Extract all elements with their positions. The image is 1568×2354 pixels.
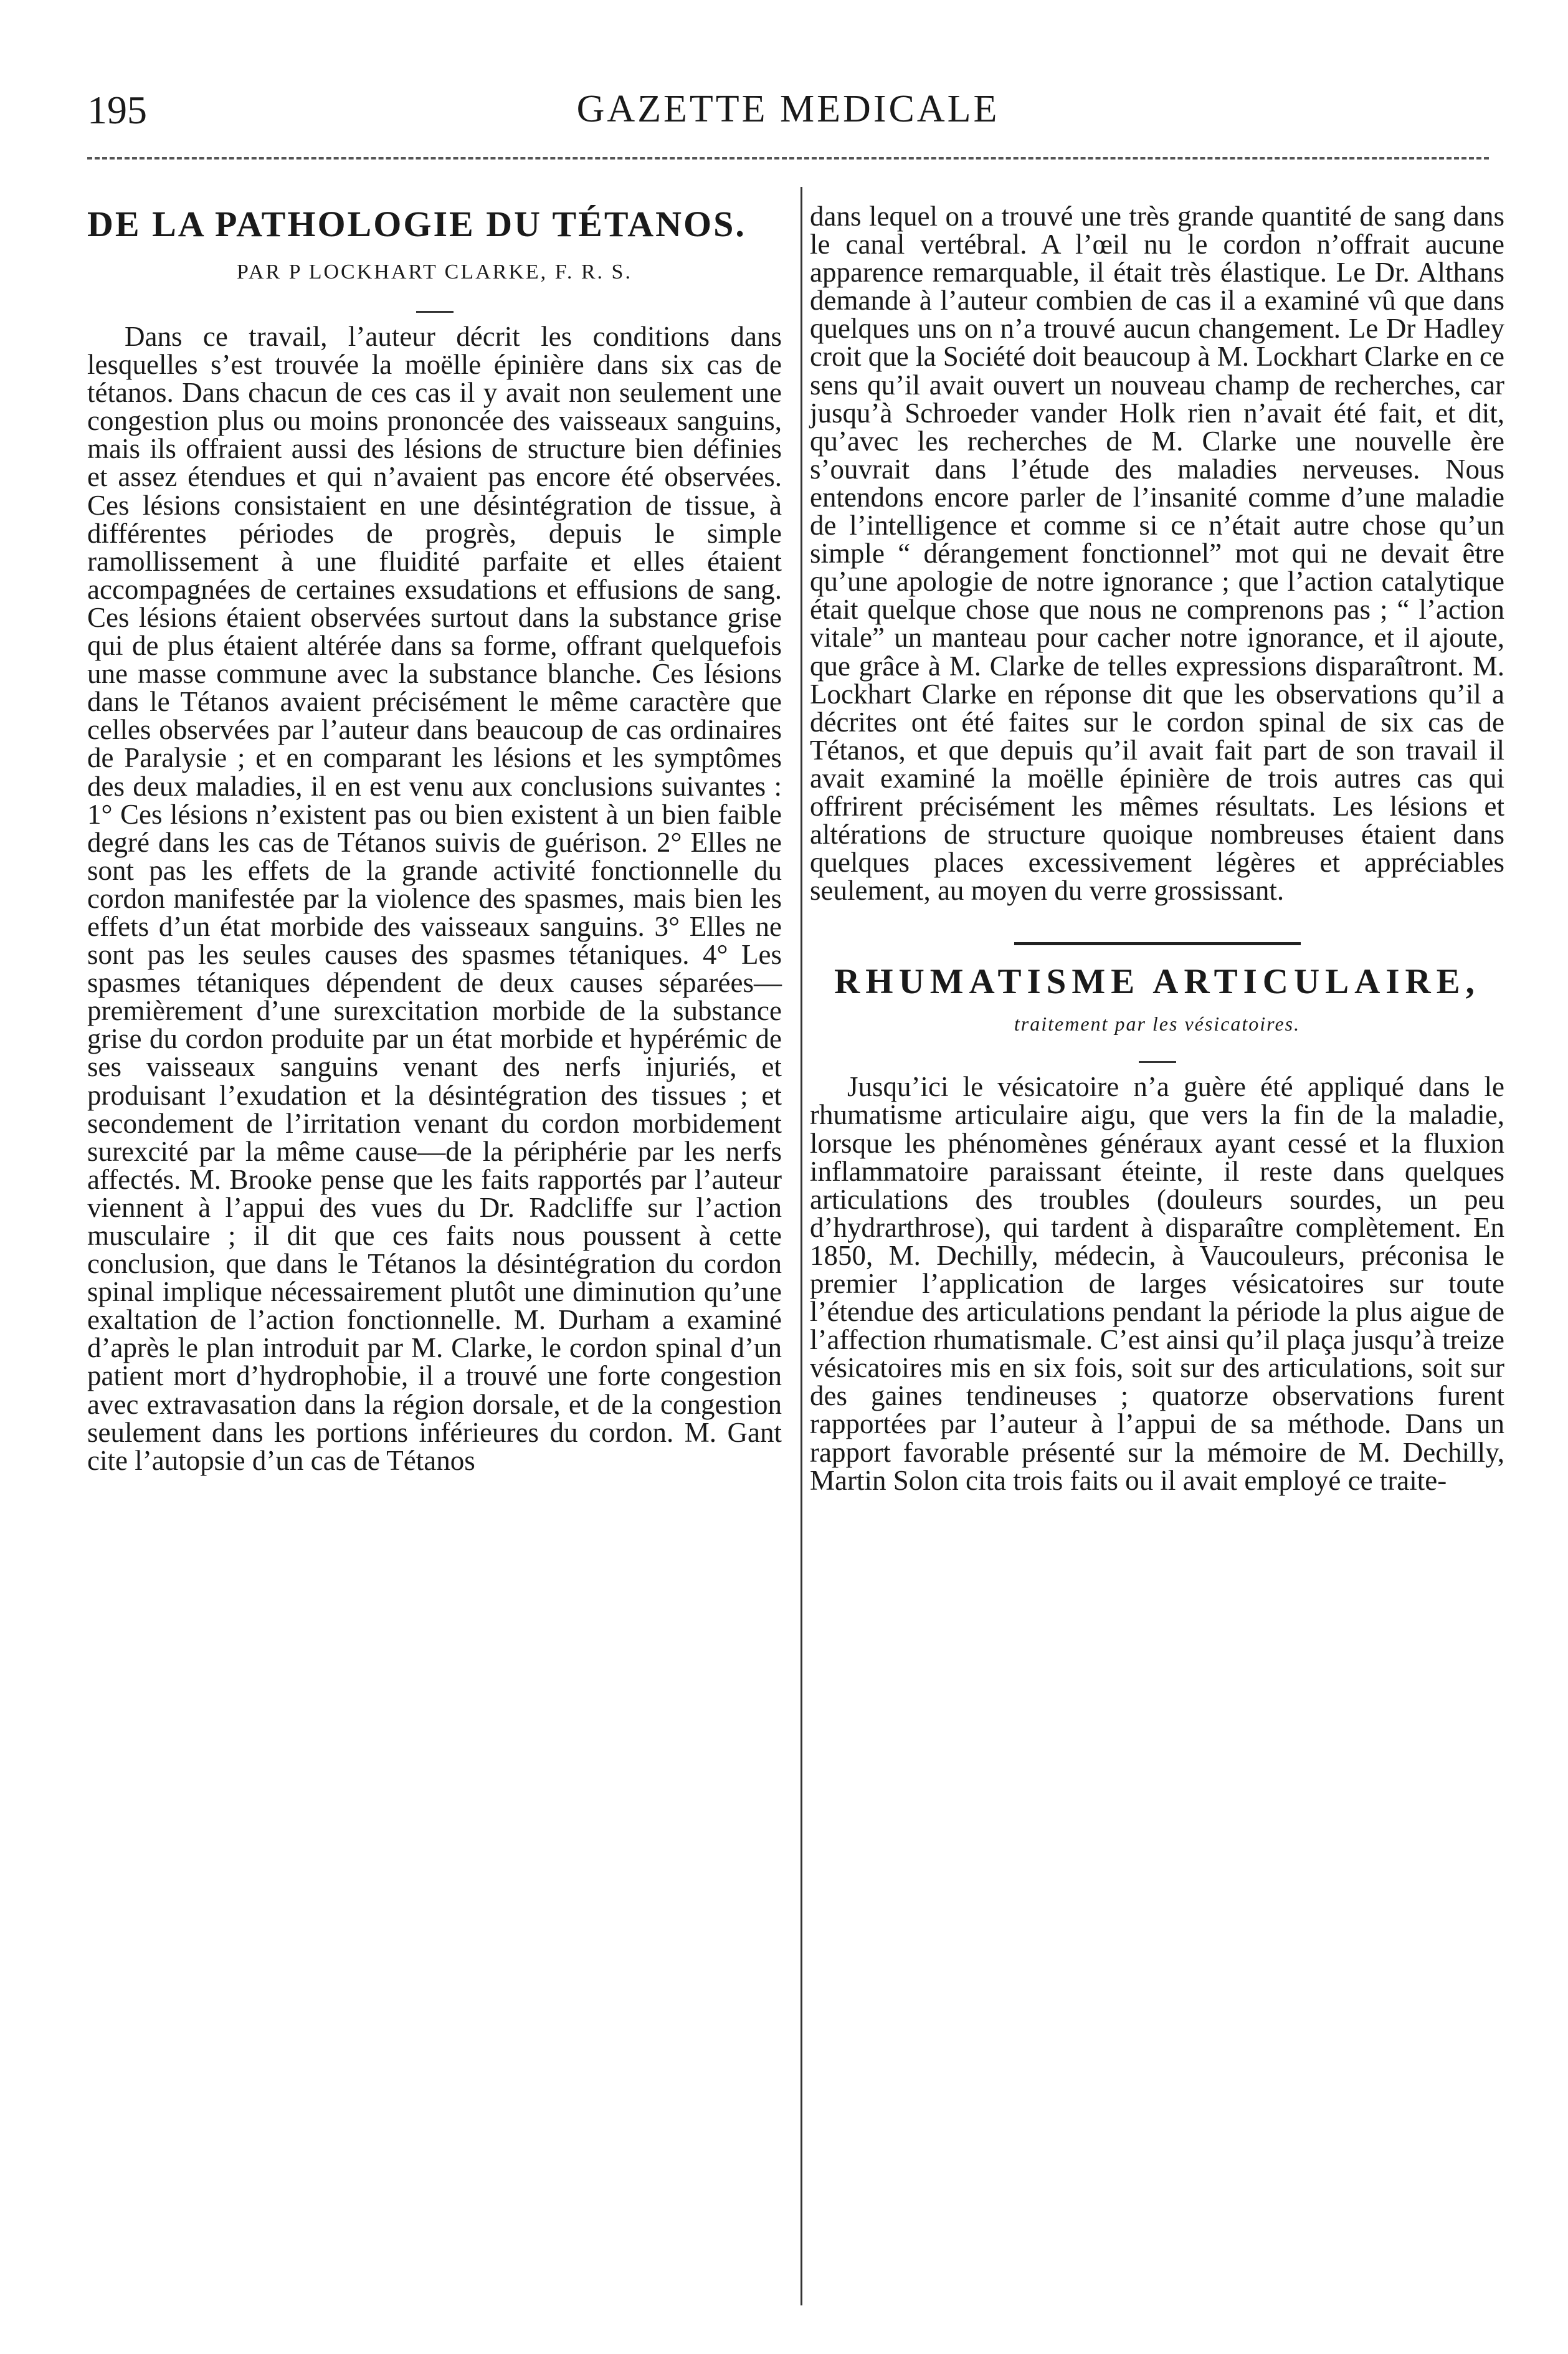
section-body: Jusqu’ici le vésicatoire n’a guère été appliqué dans le rhumatisme articulaire aigu, que vers la fin de la maladie, lorsque les phénomènes généraux ayant cessé et la fluxion inflammatoire paraissant éteinte, il reste dans quelques articulations des troubles (douleurs sourdes, un peu d’hydrarthrose), qui tardent à disparaître complètement. En 1850, M. Dechilly, médecin, à Vaucouleurs, préconisa le premier l’application de larges vésicatoires sur toute l’étendue des articulations pendant la période la plus aigue de l’affection rhumatismale. C’est ainsi qu’il plaça jusqu’à treize vésicatoires mis en six fois, soit sur des articulations, soit sur des gaines tendineuses ; quatorze observations furent rapportées par l’auteur à l’appui de sa méthode. Dans un rapport favorable présenté sur la mémoire de M. Dechilly, Martin Solon cita trois faits ou il avait employé ce traite-: [810, 1071, 1504, 1496]
header-rule: [87, 157, 1489, 160]
article-title: DE LA PATHOLOGIE DU TÉTANOS.: [87, 204, 746, 244]
byline-rule: [416, 311, 454, 313]
journal-title: GAZETTE MEDICALE: [576, 88, 1000, 130]
section-rule: [1014, 942, 1301, 945]
article-byline: PAR P LOCKHART CLARKE, F. R. S.: [237, 260, 632, 284]
section-subtitle: traitement par les vésicatoires.: [1014, 1013, 1301, 1036]
article-body-continued: dans lequel on a trouvé une très grande quantité de sang dans le canal vertébral. A l’œil nu le cordon n’offrait aucune apparence remarquable, il était très élastique. Le Dr. Althans demande à l’auteur combien de cas il a examiné vû que dans quelques uns on n’a trouvé aucun changement. Le Dr Hadley croit que la Société doit beaucoup à M. Lockhart Clarke en ce sens qu’il avait ouvert un nouveau champ de recherches, car jusqu’à Schroeder vander Holk rien n’avait été fait, et dit, qu’avec les recherches de M. Clarke une nouvelle ère s’ouvrait dans l’étude des maladies nerveuses. Nous entendons encore parler de l’insanité comme d’une maladie de l’intelligence et comme si ce n’était autre chose qu’un simple “ dérangement fonctionnel” mot qui ne devait être qu’une apologie de notre ignorance ; que l’action catalytique était quelque chose que nous ne comprenons pas ; “ l’action vitale” un manteau pour cacher notre ignorance, et il ajoute, que grâce à M. Clarke de telles expressions disparaîtront. M. Lockhart Clarke en réponse dit que les observations qu’il a décrites ont été faites sur le cordon spinal de six cas de Tétanos, et que depuis qu’il avait fait part de son travail il avait examiné la moëlle épinière de trois autres cas qui offrirent précisément les mêmes résultats. Les lésions et altérations de structure quoique nombreuses étaient dans quelques places excessivement légères et appréciables seulement, au moyen du verre grossissant.: [810, 201, 1504, 907]
page-header: [87, 87, 1489, 143]
article-body-left: [87, 323, 782, 1475]
column-divider: [801, 187, 802, 2305]
subtitle-rule: [1139, 1061, 1176, 1063]
left-column: [87, 203, 782, 1475]
right-column: [810, 203, 1504, 1495]
page-number: 195: [87, 88, 147, 132]
section-title: RHUMATISME ARTICULAIRE,: [834, 962, 1480, 1002]
article-paragraph: Dans ce travail, l’auteur décrit les conditions dans lesquelles s’est trouvée la moëlle épinière dans six cas de tétanos. Dans chacun de ces cas il y avait non seulement une congestion plus ou moins prononcée des vaisseaux sanguins, mais ils offraient aussi des lésions de structure bien définies et assez étendues et qui n’avaient pas encore été observées. Ces lésions consistaient en une désintégration de tissue, à différentes périodes de progrès, depuis le simple ramollissement à une fluidité parfaite et elles étaient accompagnées de certaines exsudations et effusions de sang. Ces lésions étaient observées surtout dans la substance grise qui de plus étaient altérée dans sa forme, offrant quelquefois une masse commune avec la substance blanche. Ces lésions dans le Tétanos avaient précisément le même caractère que celles observées par l’auteur dans beaucoup de cas ordinaires de Paralysie ; et en comparant les lésions et les symptômes des deux maladies, il en est venu aux conclusions suivantes : 1° Ces lésions n’existent pas ou bien existent à un bien faible degré dans les cas de Tétanos suivis de guérison. 2° Elles ne sont pas les effets de la grande activité fonctionnelle du cordon manifestée par la violence des spasmes, mais bien les effets d’un état morbide des vaisseaux sanguins. 3° Elles ne sont pas les seules causes des spasmes tétaniques. 4° Les spasmes tétaniques dépendent de deux causes séparées—premièrement d’une surexcitation morbide de la substance grise du cordon produite par un état morbide et hypérémic de ses vaisseaux sanguins venant des nerfs injuriés, et produisant l’exudation et la désintégration des tissues ; et secondement de l’irritation venant du cordon morbidement surexcité par la même cause—de la périphérie par les nerfs affectés. M. Brooke pense que les faits rapportés par l’auteur viennent à l’appui des vues du Dr. Radcliffe sur l’action musculaire ; il dit que ces faits nous poussent à cette conclusion, que dans le Tétanos la désintégration du cordon spinal implique nécessairement plutôt une diminution qu’une exaltation de l’action fonctionnelle. M. Durham a examiné d’après le plan introduit par M. Clarke, le cordon spinal d’un patient mort d’hydrophobie, il a trouvé une forte congestion avec extravasation dans la région dorsale, et de la congestion seulement dans les portions inférieures du cordon. M. Gant cite l’autopsie d’un cas de Tétanos: [87, 321, 782, 1476]
